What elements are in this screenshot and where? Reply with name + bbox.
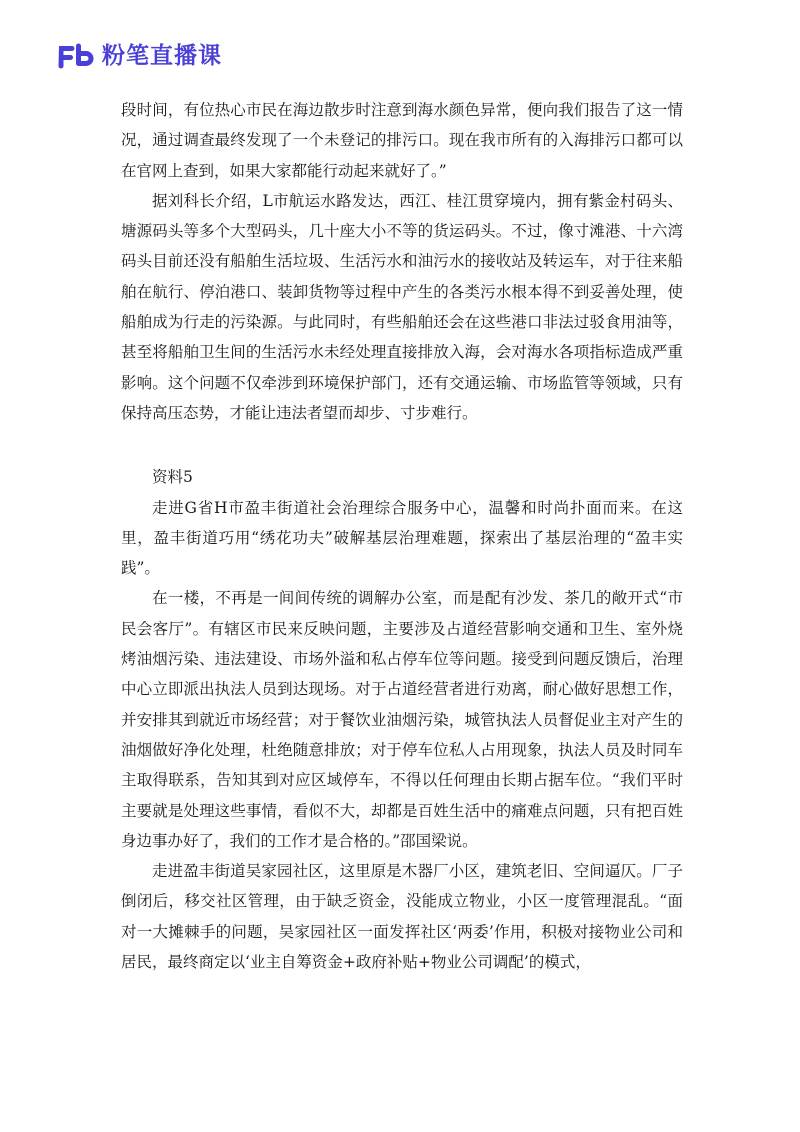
paragraph-yingfeng-center: 走进G省H市盈丰街道社会治理综合服务中心，温馨和时尚扑面而来。在这里，盈丰街道巧用“绣花功夫”破解基层治理难题，探索出了基层治理的“盈丰实践”。 — [121, 498, 683, 578]
paragraph-continued: 段时间，有位热心市民在海边散步时注意到海水颜色异常，便向我们报告了这一情况，通过调查最终发现了一个未登记的排污口。现在我市所有的入海排污口都可以在官网上查到，如果大家都能行动起来就好了。” — [121, 101, 683, 180]
header — [56, 40, 222, 72]
fenbi-logo-icon — [56, 42, 96, 70]
document-body — [121, 95, 683, 977]
section-title-material-5: 资料5 — [152, 468, 193, 487]
paragraph-liu-intro: 据刘科长介绍，L市航运水路发达，西江、桂江贯穿境内，拥有紫金村码头、塘源码头等多个大型码头，几十座大小不等的货运码头。不过，像寸滩港、十六湾码头目前还没有船舶生活垃圾、生活污水和油污水的接收站及转运车，对于往来船舶在航行、停泊港口、装卸货物等过程中产生的各类污水根本得不到妥善处理，使船舶成为行走的污染源。与此同时，有些船舶还会在这些港口非法过驳食用油等，甚至将船舶卫生间的生活污水未经处理直接排放入海，会对海水各项指标造成严重影响。这个问题不仅牵涉到环境保护部门，还有交通运输、市场监管等领域，只有保持高压态势，才能让违法者望而却步、寸步难行。 — [121, 191, 683, 422]
brand-name: 粉笔直播课 — [102, 43, 222, 69]
paragraph-wujiayuan: 走进盈丰街道吴家园社区，这里原是木器厂小区，建筑老旧、空间逼仄。厂子倒闭后，移交社区管理，由于缺乏资金，没能成立物业，小区一度管理混乱。“面对一大摊棘手的问题，吴家园社区一面发挥社区‘两委’作用，积极对接物业公司和居民，最终商定以‘业主自筹资金+政府补贴+物业公司调配’的模式， — [121, 862, 683, 972]
section-spacer — [121, 428, 683, 462]
paragraph-first-floor: 在一楼，不再是一间间传统的调解办公室，而是配有沙发、茶几的敞开式“市民会客厅”。有辖区市民来反映问题，主要涉及占道经营影响交通和卫生、室外烧烤油烟污染、违法建设、市场外溢和私占停车位等问题。接受到问题反馈后，治理中心立即派出执法人员到达现场。对于占道经营者进行劝离，耐心做好思想工作，并安排其到就近市场经营；对于餐饮业油烟污染，城管执法人员督促业主对产生的油烟做好净化处理，杜绝随意排放；对于停车位私人占用现象，执法人员及时同车主取得联系，告知其到对应区域停车，不得以任何理由长期占据车位。“我们平时主要就是处理这些事情，看似不大，却都是百姓生活中的痛难点问题，只有把百姓身边事办好了，我们的工作才是合格的。”邵国梁说。 — [121, 589, 683, 850]
